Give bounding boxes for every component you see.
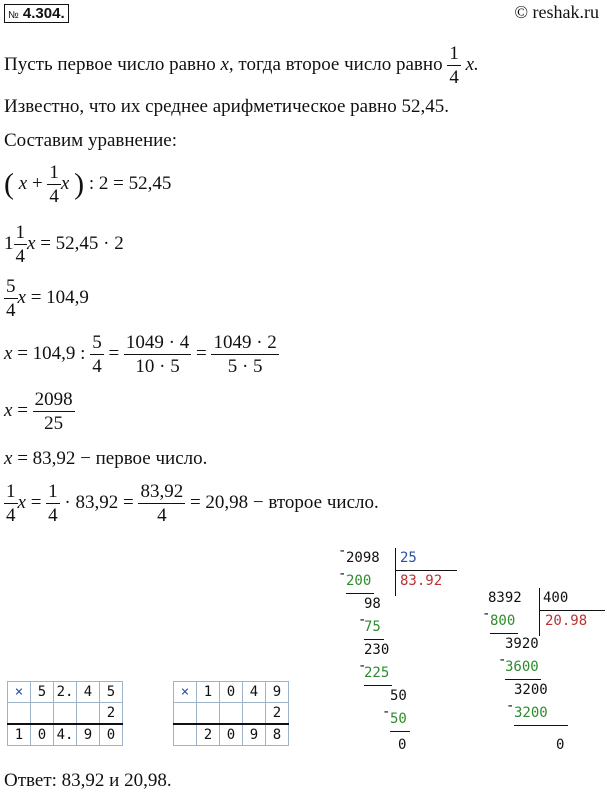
multiplication-table-1 (7, 681, 123, 746)
cell: 1 (197, 682, 220, 703)
cell: 2 (197, 724, 220, 746)
mult-result-row (174, 724, 289, 746)
quotient: 83.92 (400, 573, 443, 589)
sub-line (364, 639, 384, 640)
cell: 9 (266, 682, 289, 703)
cell: 9 (77, 724, 100, 746)
eq-rest: : 2 = 52,45 (88, 172, 172, 194)
cell (77, 703, 100, 725)
mult-result-row (8, 724, 123, 746)
plus-sign: + (31, 172, 43, 194)
cell (220, 703, 243, 725)
frac-den: 5 · 5 (227, 356, 263, 377)
minus-sign: - (338, 543, 347, 559)
fraction (90, 333, 104, 376)
remainder-2: 230 (364, 642, 390, 658)
minus-sign: - (506, 698, 515, 714)
intro-text-a: Пусть первое число равно (4, 53, 216, 75)
cell: 9 (243, 724, 266, 746)
var-x: x (4, 342, 13, 364)
cell: 0 (31, 724, 54, 746)
division-bar (395, 548, 396, 596)
equation-3 (4, 277, 89, 320)
frac-num: 1 (49, 162, 59, 183)
intro-line-2: Известно, что их среднее арифметическое равно 52,45. (4, 96, 449, 117)
var-x: x (27, 232, 36, 254)
multiplication-table-2 (173, 681, 289, 746)
cell: 0 (220, 724, 243, 746)
equation-1 (4, 163, 171, 206)
equals-sign: = (30, 491, 42, 513)
cell (174, 703, 197, 725)
frac-num: 1049 · 2 (213, 332, 277, 353)
intro-line-1 (4, 44, 479, 87)
frac-den: 10 · 5 (135, 356, 180, 377)
fraction (33, 390, 75, 433)
copyright: © reshak.ru (514, 2, 599, 22)
cell: 4 (77, 682, 100, 703)
subtrahend-2: 3600 (505, 659, 539, 675)
minus-sign: - (338, 566, 347, 582)
cell: 2 (100, 703, 123, 725)
cell: 0 (220, 682, 243, 703)
var-x: x (17, 491, 26, 513)
divisor-underline (395, 570, 457, 571)
divisor-underline (539, 610, 605, 611)
mult-sign: × (174, 682, 197, 703)
mult-sign: × (8, 682, 31, 703)
frac-den: 25 (44, 413, 64, 434)
equation-2 (4, 223, 124, 266)
cell (54, 703, 77, 725)
var-x: x (4, 448, 13, 469)
answer: Ответ: 83,92 и 20,98. (4, 770, 172, 791)
var-x: x (4, 399, 13, 421)
sub-line (505, 679, 541, 680)
fraction (211, 333, 278, 376)
fraction-one-quarter (447, 44, 461, 87)
final-remainder: 0 (398, 737, 407, 753)
var-x: x (18, 172, 28, 194)
divisor: 25 (400, 550, 417, 566)
quotient: 20.98 (545, 613, 588, 629)
cell: 5 (100, 682, 123, 703)
fraction (138, 482, 185, 525)
task-number-badge (4, 4, 69, 23)
divisor: 400 (543, 590, 569, 606)
mult-row-1 (174, 682, 289, 703)
eq-rest: = 104,9 (30, 286, 89, 308)
cell: 5 (31, 682, 54, 703)
frac-num: 1 (48, 481, 58, 502)
equation-4 (4, 333, 279, 376)
cell: 1 (8, 724, 31, 746)
sub-line (514, 725, 568, 726)
equals-sign: = (17, 399, 28, 421)
cell: 4. (54, 724, 77, 746)
frac-den: 4 (157, 505, 167, 526)
frac-den: 4 (49, 186, 59, 207)
fraction (4, 482, 18, 525)
frac-num: 5 (6, 276, 16, 297)
equals-sign: = (108, 342, 120, 364)
frac-den: 4 (6, 300, 16, 321)
fraction (46, 482, 60, 525)
sub-line (390, 731, 410, 732)
paren-open: ( (4, 167, 14, 201)
remainder-1: 3920 (505, 636, 539, 652)
paren-close: ) (74, 167, 85, 201)
cell (8, 703, 31, 725)
dividend: 8392 (488, 590, 522, 606)
cell (243, 703, 266, 725)
sub-line (364, 685, 392, 686)
frac-num: 2098 (34, 389, 73, 410)
cell (31, 703, 54, 725)
frac-num: 5 (92, 332, 102, 353)
intro-text-b: , тогда второе число равно (228, 53, 443, 75)
remainder-3: 50 (390, 688, 407, 704)
cell (197, 703, 220, 725)
equation-5 (4, 390, 75, 433)
dividend: 2098 (346, 550, 380, 566)
mult-row-1 (8, 682, 123, 703)
equals-sign: = (195, 342, 207, 364)
subtrahend-1: 200 (346, 573, 372, 589)
minus-sign: - (482, 606, 491, 622)
number-sign: № (8, 10, 19, 21)
frac-num: 1 (6, 481, 16, 502)
var-x-end: x. (465, 53, 479, 75)
frac-den: 4 (6, 505, 16, 526)
division-bar (539, 588, 540, 636)
intro-line-3: Составим уравнение: (4, 130, 178, 151)
var-x: x (60, 172, 70, 194)
fraction (4, 277, 18, 320)
remainder-2: 3200 (514, 682, 548, 698)
task-number: 4.304. (22, 5, 65, 22)
frac-den: 4 (15, 246, 25, 267)
subtrahend-3: 225 (364, 665, 390, 681)
minus-sign: - (382, 704, 391, 720)
eq-part: = 104,9 : (17, 342, 86, 364)
cell: 2. (54, 682, 77, 703)
frac-den: 4 (48, 505, 58, 526)
subtrahend-1: 800 (490, 613, 516, 629)
sub-line (490, 633, 518, 634)
eq-rest: = 20,98 − второе число. (189, 491, 379, 513)
eq-part: · 83,92 = (64, 491, 134, 513)
minus-sign: - (498, 652, 507, 668)
frac-num: 1 (15, 222, 25, 243)
cell: 0 (100, 724, 123, 746)
fraction (14, 223, 28, 266)
var-x: x (17, 286, 26, 308)
mult-row-2 (174, 703, 289, 725)
cell (174, 724, 197, 746)
frac-den: 4 (449, 67, 459, 88)
frac-num: 83,92 (140, 481, 184, 502)
frac-num: 1 (449, 43, 459, 64)
eq-rest: = 52,45 · 2 (40, 232, 124, 254)
var-x: x (220, 53, 229, 75)
mult-row-2 (8, 703, 123, 725)
whole-part: 1 (4, 232, 14, 254)
final-remainder: 0 (556, 737, 565, 753)
remainder-1: 98 (364, 596, 381, 612)
sub-line (346, 593, 374, 594)
minus-sign: - (358, 612, 367, 628)
subtrahend-4: 50 (390, 711, 407, 727)
subtrahend-3: 3200 (514, 705, 548, 721)
cell: 2 (266, 703, 289, 725)
cell: 8 (266, 724, 289, 746)
subtrahend-2: 75 (364, 619, 381, 635)
frac-num: 1049 · 4 (125, 332, 190, 353)
equation-7 (4, 482, 379, 525)
fraction (124, 333, 191, 376)
equation-6 (4, 448, 207, 470)
eq-rest: = 83,92 − первое число. (17, 448, 208, 469)
minus-sign: - (358, 658, 367, 674)
cell: 4 (243, 682, 266, 703)
fraction (47, 163, 61, 206)
frac-den: 4 (92, 356, 102, 377)
